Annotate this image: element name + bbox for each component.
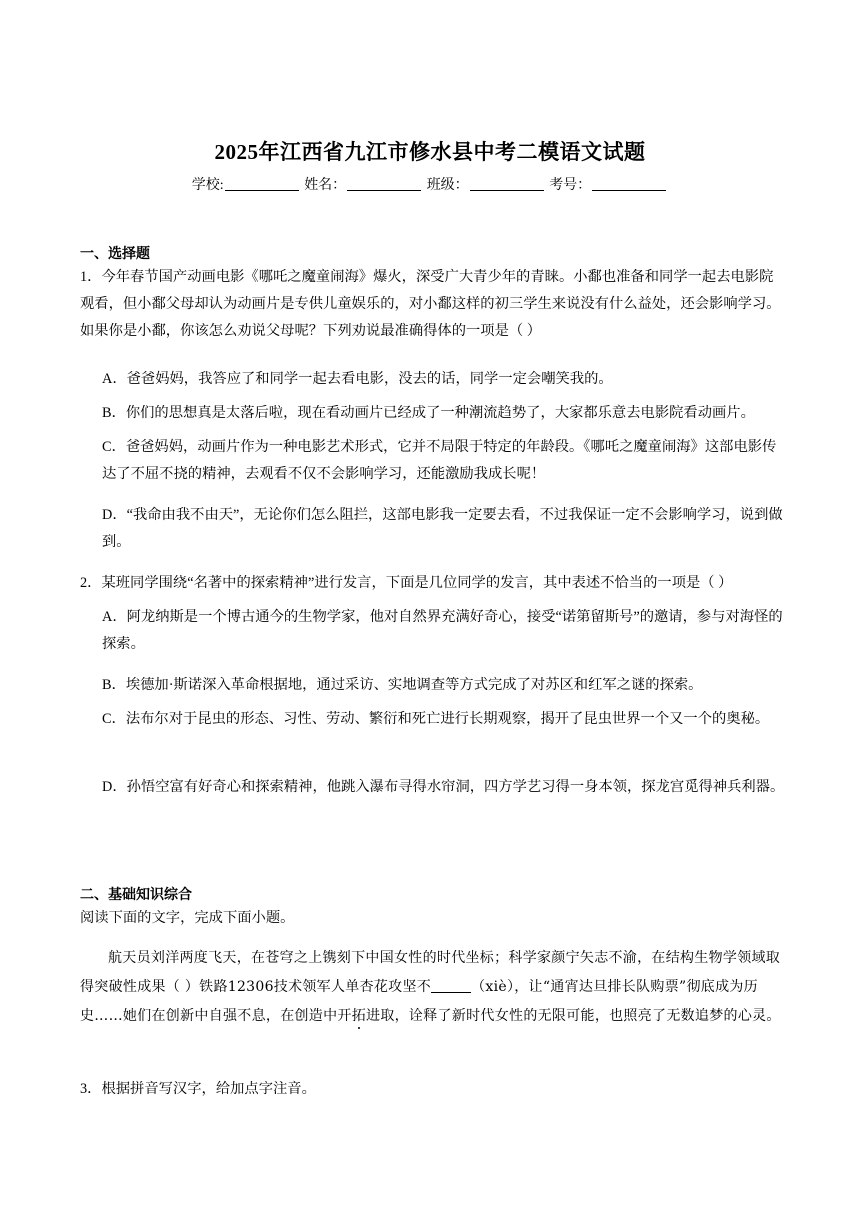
student-info-line: [0, 174, 860, 194]
question-1-option-d: D．“我命由我不由天”，无论你们怎么阻拦，这部电影我一定要去看，不过我保证一定不会影响学习，说到做到。: [102, 507, 783, 551]
dotted-character: 拓: [351, 1008, 367, 1024]
question-1-option-b: B．你们的思想真是太落后啦，现在看动画片已经成了一种潮流趋势了，大家都乐意去电影院看动画片。: [102, 405, 755, 421]
question-2-option-a: A．阿龙纳斯是一个博古通今的生物学家，他对自然界充满好奇心，接受“诺第留斯号”的邀请，参与对海怪的探索。: [102, 609, 783, 653]
question-3-stem: 3．根据拼音写汉字，给加点字注音。: [80, 1081, 316, 1097]
question-1-option-c: C．爸爸妈妈，动画片作为一种电影艺术形式，它并不局限于特定的年龄段。《哪吒之魔童闹海》这部电影传达了不屈不挠的精神，去观看不仅不会影响学习，还能激励我成长呢！: [102, 439, 777, 483]
section-heading-choice: 一、选择题: [80, 247, 150, 262]
question-2-stem: 2．某班同学围绕“名著中的探索精神”进行发言，下面是几位同学的发言，其中表述不恰当的一项是（ ）: [80, 575, 733, 591]
reading-passage: 航天员刘洋两度飞天，在苍穹之上镌刻下中国女性的时代坐标；科学家颜宁矢志不渝，在结构生物学领域取得突破性成果（ ）铁路12306技术领军人单杏花攻坚不 （xiè），让“通宵达旦排长队购票”彻底成为历史……她们在创新中自强不息，在创造中开拓进取，诠释了新时代女性的无限可能，也照亮了无数追梦的心灵。: [80, 950, 781, 1024]
question-1-stem: 1．今年春节国产动画电影《哪吒之魔童闹海》爆火，深受广大青少年的青睐。小鄱也准备和同学一起去电影院观看，但小鄱父母却认为动画片是专供儿童娱乐的，对小鄱这样的初三学生来说没有什么益处，还会影响学习。如果你是小鄱，你该怎么劝说父母呢？下列劝说最准确得体的一项是（ ）: [80, 269, 781, 340]
reading-instruction: 阅读下面的文字，完成下面小题。: [80, 910, 295, 926]
school-blank[interactable]: [225, 176, 299, 191]
section-heading-basics: 二、基础知识综合: [80, 888, 192, 903]
question-1-option-a: A．爸爸妈妈，我答应了和同学一起去看电影，没去的话，同学一定会嘲笑我的。: [102, 371, 613, 387]
name-blank[interactable]: [347, 176, 421, 191]
question-2-option-b: B．埃德加·斯诺深入革命根据地，通过采访、实地调查等方式完成了对苏区和红军之谜的探索。: [102, 677, 703, 693]
name-label: 姓名：: [304, 178, 347, 193]
exam-title: 2025年江西省九江市修水县中考二模语文试题: [214, 140, 646, 164]
exam-number-blank[interactable]: [592, 176, 666, 191]
fill-blank[interactable]: [431, 980, 471, 993]
school-label: 学校:: [191, 178, 224, 193]
class-label: 班级：: [426, 178, 469, 193]
question-2-option-d: D．孙悟空富有好奇心和探索精神，他跳入瀑布寻得水帘洞，四方学艺习得一身本领，探龙宫觅得神兵利器。: [102, 779, 785, 795]
exam-number-label: 考号：: [549, 178, 592, 193]
question-2-option-c: C．法布尔对于昆虫的形态、习性、劳动、繁衍和死亡进行长期观察，揭开了昆虫世界一个又一个的奥秘。: [102, 711, 770, 727]
class-blank[interactable]: [470, 176, 544, 191]
